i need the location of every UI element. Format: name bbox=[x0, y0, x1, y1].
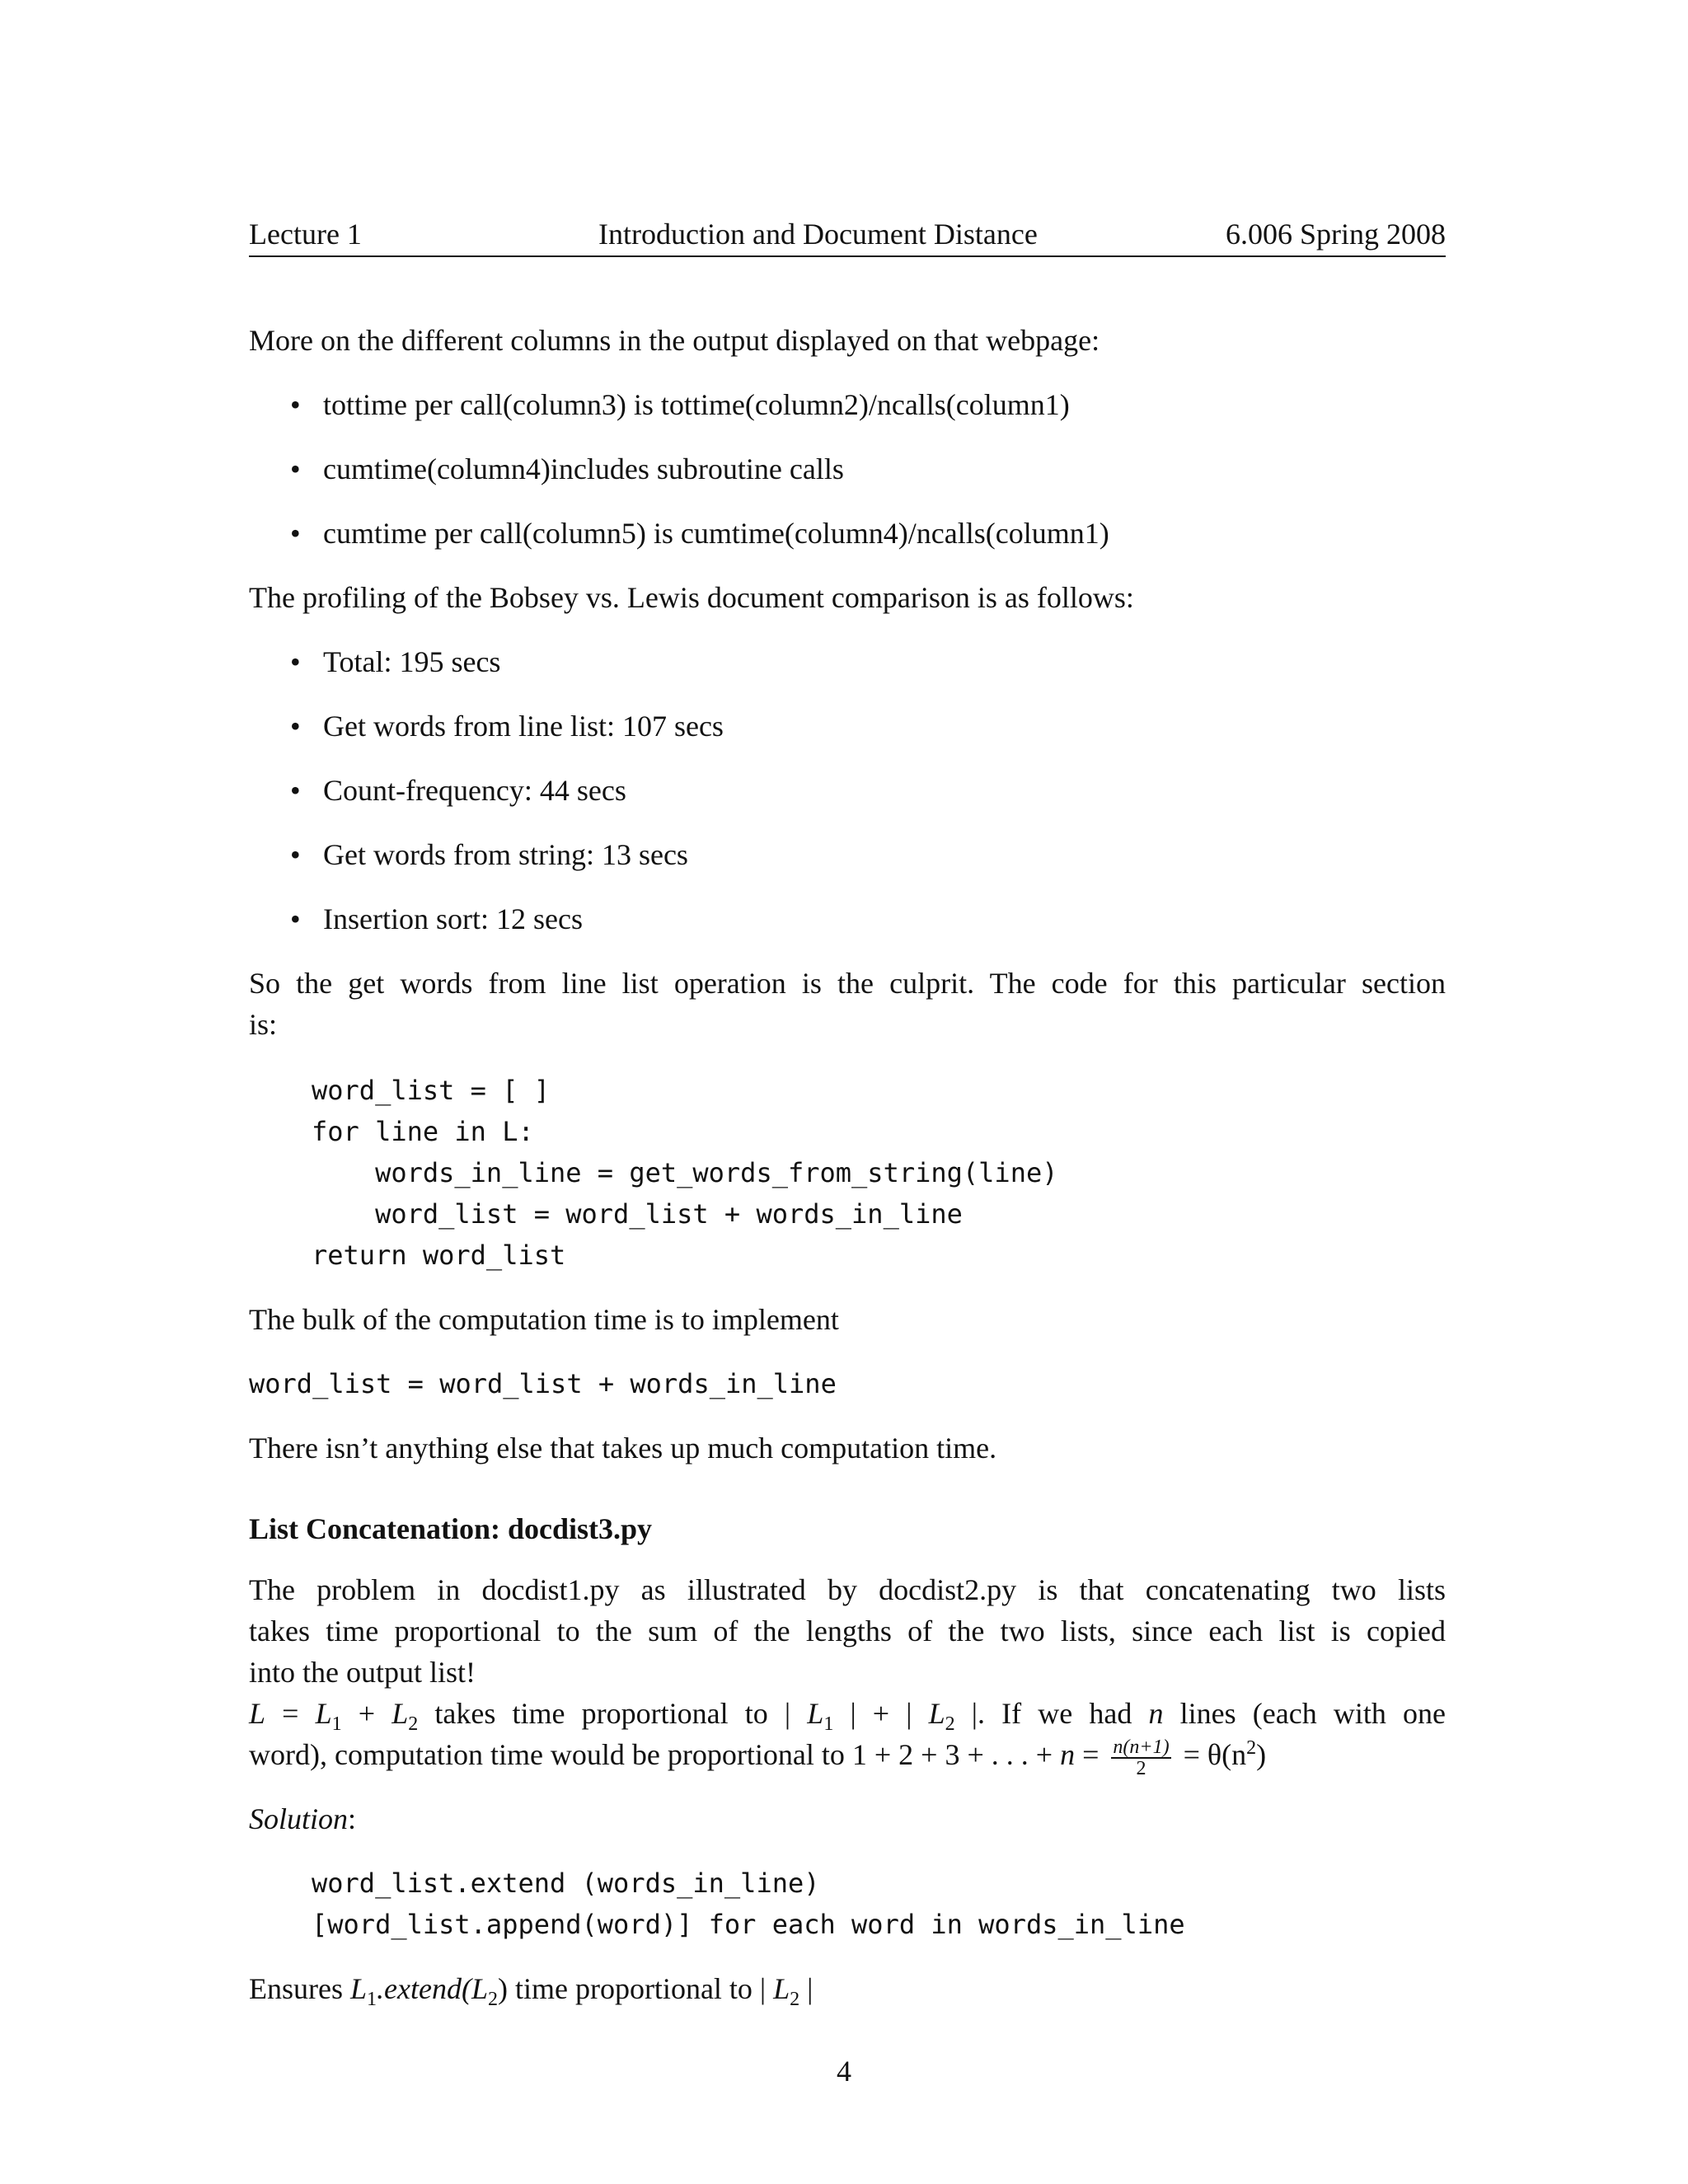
ensures-line bbox=[249, 1968, 1446, 2009]
math-line-2 bbox=[249, 1734, 1446, 1779]
solution-label-text: Solution bbox=[249, 1802, 349, 1835]
math-line-1 bbox=[249, 1693, 1446, 1734]
list-item bbox=[290, 834, 1444, 875]
section-title: List Concatenation: docdist3.py bbox=[249, 1512, 653, 1545]
intro-paragraph: More on the different columns in the output displayed on that webpage: bbox=[249, 324, 1100, 357]
list-item bbox=[290, 513, 1444, 554]
header-lecture: Lecture 1 bbox=[249, 218, 362, 251]
bulk-paragraph: The bulk of the computation time is to implement bbox=[249, 1303, 839, 1336]
fraction-denominator: 2 bbox=[1136, 1757, 1146, 1779]
list-item bbox=[290, 384, 1444, 425]
list-item-text: cumtime(column4)includes subroutine calls bbox=[323, 452, 844, 485]
bullet-icon: • bbox=[290, 645, 301, 678]
code-line: [word_list.append(word)] for each word in words_in_line bbox=[312, 1909, 1185, 1940]
math-sub: 2 bbox=[487, 1989, 498, 2011]
math-var: L bbox=[249, 1697, 266, 1730]
list-item bbox=[290, 705, 1444, 747]
culprit-line-2: is: bbox=[249, 1008, 278, 1041]
list-item-text: Total: 195 secs bbox=[323, 645, 501, 678]
math-sup: 2 bbox=[1246, 1737, 1257, 1759]
list-item-text: Count-frequency: 44 secs bbox=[323, 774, 626, 807]
code-line: for line in L: bbox=[312, 1116, 534, 1147]
list-item-text: cumtime per call(column5) is cumtime(column4)/ncalls(column1) bbox=[323, 517, 1109, 550]
math-text: .extend( bbox=[377, 1972, 471, 2005]
math-text: |. If we had bbox=[954, 1697, 1149, 1730]
code-line: word_list.extend (words_in_line) bbox=[312, 1868, 820, 1899]
math-var: L bbox=[349, 1972, 368, 2005]
list-item-text: Get words from line list: 107 secs bbox=[323, 710, 724, 743]
culprit-line-1: So the get words from line list operation is the culprit. The code for this particular section bbox=[249, 967, 1446, 1000]
header-course: 6.006 Spring 2008 bbox=[1225, 218, 1446, 251]
math-text: = θ(n bbox=[1175, 1738, 1247, 1771]
code-line: return word_list bbox=[312, 1240, 566, 1271]
problem-line: The problem in docdist1.py as illustrated by docdist2.py is that concatenating two lists bbox=[249, 1573, 1446, 1606]
solution-colon: : bbox=[348, 1802, 357, 1835]
math-sub: 2 bbox=[408, 1713, 419, 1736]
math-sub: 2 bbox=[790, 1989, 800, 2011]
profiling-intro: The profiling of the Bobsey vs. Lewis document comparison is as follows: bbox=[249, 581, 1134, 614]
math-var: n bbox=[1148, 1697, 1164, 1730]
problem-line: into the output list! bbox=[249, 1656, 476, 1689]
math-sub: 2 bbox=[945, 1713, 955, 1736]
problem-line: takes time proportional to the sum of the lengths of the two lists, since each list is copied bbox=[249, 1615, 1446, 1647]
list-item-text: tottime per call(column3) is tottime(column2)/ncalls(column1) bbox=[323, 388, 1070, 421]
math-var: n bbox=[1060, 1738, 1076, 1771]
math-op: = bbox=[1075, 1738, 1107, 1771]
bullet-icon: • bbox=[290, 517, 301, 550]
bullet-icon: • bbox=[290, 838, 301, 871]
math-var: L bbox=[315, 1697, 332, 1730]
math-var: L bbox=[928, 1697, 945, 1730]
code-line: word_list = word_list + words_in_line bbox=[312, 1198, 963, 1230]
math-text: word), computation time would be proportional to 1 + 2 + 3 + . . . + bbox=[249, 1738, 1061, 1771]
bullet-icon: • bbox=[290, 452, 301, 485]
list-item bbox=[290, 448, 1444, 490]
ensures-text: | bbox=[799, 1972, 814, 2005]
list-item bbox=[290, 641, 1444, 682]
math-var: L bbox=[392, 1697, 409, 1730]
list-item bbox=[290, 898, 1444, 940]
list-item bbox=[290, 770, 1444, 811]
list-item-text: Insertion sort: 12 secs bbox=[323, 902, 583, 935]
inline-code: word_list = word_list + words_in_line bbox=[249, 1368, 837, 1399]
header-title: Introduction and Document Distance bbox=[598, 218, 1038, 251]
math-op: + bbox=[341, 1697, 392, 1730]
math-text: | + | bbox=[833, 1697, 929, 1730]
bullet-icon: • bbox=[290, 710, 301, 743]
page-number: 4 bbox=[837, 2055, 851, 2088]
solution-label bbox=[249, 1798, 1446, 1840]
ensures-text: ) time proportional to | bbox=[497, 1972, 774, 2005]
fraction-numerator: n(n+1) bbox=[1113, 1736, 1170, 1758]
code-line: word_list = [ ] bbox=[312, 1075, 550, 1106]
bullet-icon: • bbox=[290, 774, 301, 807]
page-header bbox=[249, 213, 1446, 257]
math-var: L bbox=[807, 1697, 824, 1730]
ensures-text: Ensures bbox=[249, 1972, 350, 2005]
bullet-icon: • bbox=[290, 388, 301, 421]
fraction bbox=[1111, 1737, 1170, 1779]
math-op: = bbox=[265, 1697, 316, 1730]
code-line: words_in_line = get_words_from_string(line) bbox=[312, 1157, 1058, 1188]
nothing-else-paragraph: There isn’t anything else that takes up much computation time. bbox=[249, 1432, 997, 1465]
math-var: L bbox=[471, 1972, 488, 2005]
math-sub: 1 bbox=[331, 1713, 342, 1736]
bullet-icon: • bbox=[290, 902, 301, 935]
math-sub: 1 bbox=[367, 1989, 377, 2011]
math-var: L bbox=[773, 1972, 790, 2005]
math-text: takes time proportional to | bbox=[418, 1697, 808, 1730]
math-text: lines (each with one bbox=[1163, 1697, 1446, 1730]
math-sub: 1 bbox=[823, 1713, 834, 1736]
list-item-text: Get words from string: 13 secs bbox=[323, 838, 688, 871]
math-text: ) bbox=[1256, 1738, 1267, 1771]
